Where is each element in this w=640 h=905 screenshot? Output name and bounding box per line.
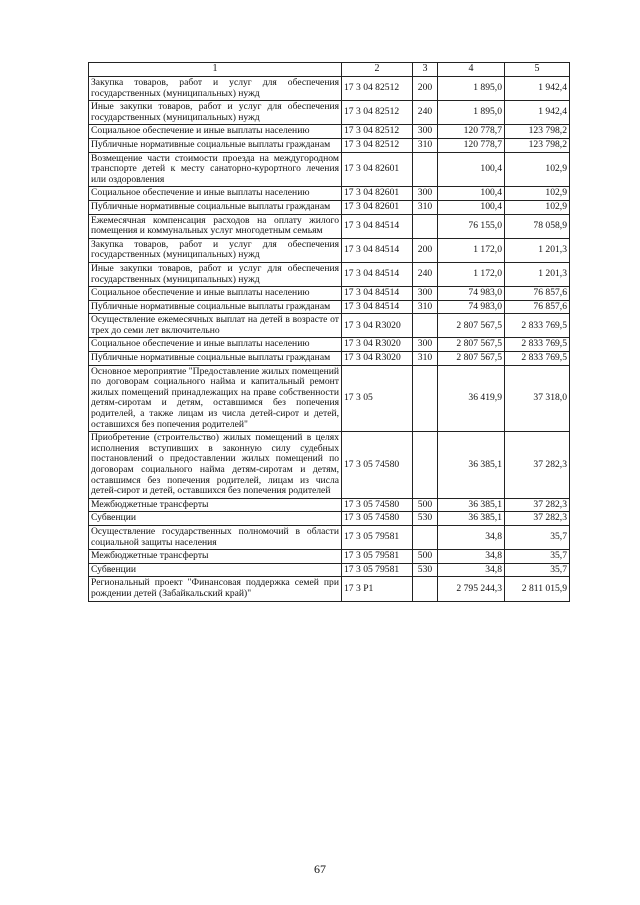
table-row (89, 262, 570, 286)
amount-year2-cell: 2 833 769,5 (505, 338, 570, 352)
target-code-cell: 17 3 04 84514 (342, 214, 413, 238)
amount-year2-cell: 76 857,6 (505, 287, 570, 301)
expense-name-cell: Осуществление ежемесячных выплат на детей в возрасте от трех до семи лет включительно (89, 314, 342, 338)
amount-year1-cell: 34,8 (438, 563, 505, 577)
expense-type-cell: 300 (413, 287, 438, 301)
expense-name-cell: Социальное обеспечение и иные выплаты населению (89, 125, 342, 139)
amount-year2-cell: 1 942,4 (505, 77, 570, 101)
table-body (89, 77, 570, 602)
budget-table (88, 62, 570, 602)
amount-year2-cell: 35,7 (505, 563, 570, 577)
table-row (89, 432, 570, 499)
amount-year1-cell: 2 807 567,5 (438, 314, 505, 338)
amount-year1-cell: 34,8 (438, 525, 505, 549)
target-code-cell: 17 3 04 82512 (342, 125, 413, 139)
expense-type-cell (413, 432, 438, 499)
target-code-cell: 17 3 04 84514 (342, 287, 413, 301)
amount-year1-cell: 100,4 (438, 152, 505, 187)
amount-year1-cell: 120 778,7 (438, 138, 505, 152)
amount-year1-cell: 74 983,0 (438, 300, 505, 314)
table-row (89, 352, 570, 366)
amount-year2-cell: 2 833 769,5 (505, 352, 570, 366)
expense-name-cell: Межбюджетные трансферты (89, 550, 342, 564)
amount-year2-cell: 102,9 (505, 187, 570, 201)
expense-type-cell: 300 (413, 187, 438, 201)
expense-name-cell: Публичные нормативные социальные выплаты гражданам (89, 138, 342, 152)
amount-year2-cell: 2 833 769,5 (505, 314, 570, 338)
amount-year2-cell: 1 942,4 (505, 101, 570, 125)
expense-type-cell: 200 (413, 238, 438, 262)
amount-year2-cell: 37 282,3 (505, 512, 570, 526)
amount-year2-cell: 123 798,2 (505, 138, 570, 152)
expense-type-cell (413, 314, 438, 338)
expense-type-cell (413, 152, 438, 187)
table-header-row (89, 63, 570, 77)
amount-year1-cell: 2 807 567,5 (438, 338, 505, 352)
target-code-cell: 17 3 04 R3020 (342, 314, 413, 338)
target-code-cell: 17 3 04 82601 (342, 187, 413, 201)
table-row (89, 200, 570, 214)
table-row (89, 300, 570, 314)
amount-year1-cell: 36 385,1 (438, 432, 505, 499)
amount-year2-cell: 35,7 (505, 525, 570, 549)
target-code-cell: 17 3 05 79581 (342, 550, 413, 564)
amount-year1-cell: 34,8 (438, 550, 505, 564)
table-row (89, 577, 570, 601)
expense-type-cell: 300 (413, 338, 438, 352)
column-header: 1 (89, 63, 342, 77)
expense-name-cell: Публичные нормативные социальные выплаты гражданам (89, 352, 342, 366)
target-code-cell: 17 3 05 74580 (342, 432, 413, 499)
amount-year2-cell: 37 282,3 (505, 498, 570, 512)
table-row (89, 563, 570, 577)
expense-name-cell: Межбюджетные трансферты (89, 498, 342, 512)
amount-year2-cell: 102,9 (505, 152, 570, 187)
amount-year1-cell: 100,4 (438, 187, 505, 201)
target-code-cell: 17 3 04 R3020 (342, 338, 413, 352)
amount-year2-cell: 102,9 (505, 200, 570, 214)
table-row (89, 365, 570, 432)
amount-year1-cell: 120 778,7 (438, 125, 505, 139)
expense-name-cell: Иные закупки товаров, работ и услуг для обеспечения государственных (муниципальных) нужд (89, 262, 342, 286)
table-row (89, 101, 570, 125)
expense-type-cell: 530 (413, 563, 438, 577)
expense-type-cell: 300 (413, 125, 438, 139)
amount-year1-cell: 36 419,9 (438, 365, 505, 432)
amount-year1-cell: 1 895,0 (438, 101, 505, 125)
target-code-cell: 17 3 04 82512 (342, 101, 413, 125)
amount-year2-cell: 37 318,0 (505, 365, 570, 432)
amount-year2-cell: 37 282,3 (505, 432, 570, 499)
expense-name-cell: Закупка товаров, работ и услуг для обеспечения государственных (муниципальных) нужд (89, 238, 342, 262)
expense-name-cell: Публичные нормативные социальные выплаты гражданам (89, 300, 342, 314)
expense-type-cell: 310 (413, 138, 438, 152)
expense-name-cell: Социальное обеспечение и иные выплаты населению (89, 338, 342, 352)
expense-type-cell: 530 (413, 512, 438, 526)
amount-year2-cell: 76 857,6 (505, 300, 570, 314)
table-row (89, 550, 570, 564)
column-header: 3 (413, 63, 438, 77)
amount-year2-cell: 78 058,9 (505, 214, 570, 238)
expense-name-cell: Основное мероприятие "Предоставление жилых помещений по договорам социального найма и капитальный ремонт жилых помещений принадлежащих на праве собственности детям-сиротам и детям, оставшимся без попечения родителей, а также лицам из числа детей-сирот и детей, оставшихся без попечения родителей" (89, 365, 342, 432)
amount-year1-cell: 1 895,0 (438, 77, 505, 101)
target-code-cell: 17 3 04 82512 (342, 77, 413, 101)
expense-name-cell: Субвенции (89, 512, 342, 526)
expense-name-cell: Социальное обеспечение и иные выплаты населению (89, 287, 342, 301)
table-row (89, 238, 570, 262)
expense-type-cell: 310 (413, 300, 438, 314)
amount-year1-cell: 1 172,0 (438, 238, 505, 262)
amount-year1-cell: 2 795 244,3 (438, 577, 505, 601)
expense-name-cell: Ежемесячная компенсация расходов на оплату жилого помещения и коммунальных услуг многодетным семьям (89, 214, 342, 238)
target-code-cell: 17 3 04 82601 (342, 152, 413, 187)
amount-year1-cell: 76 155,0 (438, 214, 505, 238)
expense-type-cell (413, 525, 438, 549)
column-header: 5 (505, 63, 570, 77)
expense-type-cell (413, 365, 438, 432)
table-row (89, 498, 570, 512)
table-row (89, 125, 570, 139)
expense-type-cell: 500 (413, 498, 438, 512)
expense-type-cell: 500 (413, 550, 438, 564)
expense-name-cell: Субвенции (89, 563, 342, 577)
table-row (89, 214, 570, 238)
column-header: 2 (342, 63, 413, 77)
expense-name-cell: Закупка товаров, работ и услуг для обеспечения государственных (муниципальных) нужд (89, 77, 342, 101)
expense-type-cell (413, 214, 438, 238)
amount-year1-cell: 1 172,0 (438, 262, 505, 286)
target-code-cell: 17 3 04 84514 (342, 262, 413, 286)
expense-type-cell: 240 (413, 262, 438, 286)
expense-type-cell: 310 (413, 200, 438, 214)
target-code-cell: 17 3 04 84514 (342, 300, 413, 314)
expense-type-cell: 240 (413, 101, 438, 125)
expense-name-cell: Осуществление государственных полномочий в области социальной защиты населения (89, 525, 342, 549)
amount-year1-cell: 100,4 (438, 200, 505, 214)
column-header: 4 (438, 63, 505, 77)
target-code-cell: 17 3 04 84514 (342, 238, 413, 262)
amount-year1-cell: 74 983,0 (438, 287, 505, 301)
target-code-cell: 17 3 05 79581 (342, 525, 413, 549)
expense-name-cell: Региональный проект "Финансовая поддержка семей при рождении детей (Забайкальский край)" (89, 577, 342, 601)
table-row (89, 138, 570, 152)
expense-name-cell: Социальное обеспечение и иные выплаты населению (89, 187, 342, 201)
table-row (89, 287, 570, 301)
amount-year1-cell: 2 807 567,5 (438, 352, 505, 366)
table-row (89, 512, 570, 526)
target-code-cell: 17 3 04 82512 (342, 138, 413, 152)
table-row (89, 187, 570, 201)
amount-year1-cell: 36 385,1 (438, 512, 505, 526)
target-code-cell: 17 3 05 (342, 365, 413, 432)
table-row (89, 314, 570, 338)
expense-name-cell: Иные закупки товаров, работ и услуг для обеспечения государственных (муниципальных) нужд (89, 101, 342, 125)
expense-name-cell: Возмещение части стоимости проезда на междугородном транспорте детей к месту санаторно-курортного лечения или оздоровления (89, 152, 342, 187)
table-row (89, 77, 570, 101)
expense-type-cell (413, 577, 438, 601)
expense-name-cell: Приобретение (строительство) жилых помещений в целях исполнения вступивших в законную силу судебных постановлений о предоставлении жилых помещений по договорам социального найма детям-сиротам и детям, оставшимся без попечения родителей, лицам из числа детей-сирот и детей, оставшихся без попечения родителей (89, 432, 342, 499)
amount-year2-cell: 123 798,2 (505, 125, 570, 139)
amount-year1-cell: 36 385,1 (438, 498, 505, 512)
target-code-cell: 17 3 05 74580 (342, 512, 413, 526)
page-number: 67 (314, 862, 326, 876)
expense-type-cell: 310 (413, 352, 438, 366)
amount-year2-cell: 2 811 015,9 (505, 577, 570, 601)
target-code-cell: 17 3 04 R3020 (342, 352, 413, 366)
expense-name-cell: Публичные нормативные социальные выплаты гражданам (89, 200, 342, 214)
target-code-cell: 17 3 04 82601 (342, 200, 413, 214)
expense-type-cell: 200 (413, 77, 438, 101)
target-code-cell: 17 3 05 74580 (342, 498, 413, 512)
table-row (89, 525, 570, 549)
target-code-cell: 17 3 05 79581 (342, 563, 413, 577)
target-code-cell: 17 3 P1 (342, 577, 413, 601)
amount-year2-cell: 1 201,3 (505, 238, 570, 262)
amount-year2-cell: 1 201,3 (505, 262, 570, 286)
table-row (89, 338, 570, 352)
amount-year2-cell: 35,7 (505, 550, 570, 564)
table-row (89, 152, 570, 187)
